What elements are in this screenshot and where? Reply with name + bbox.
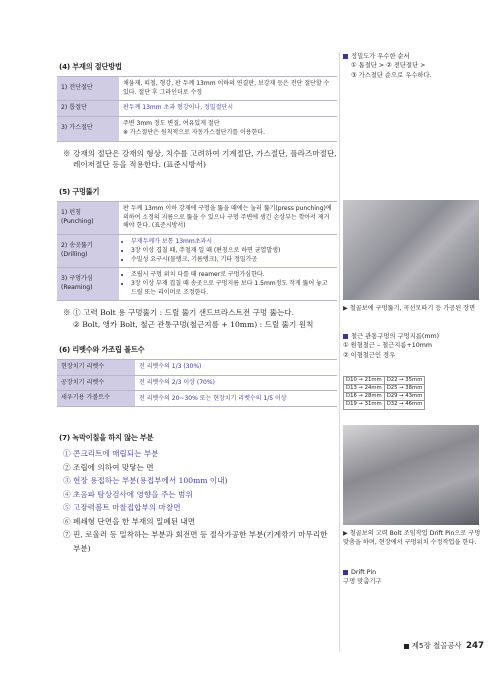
bolt-hole-line-2: ② 이형철근인 경우 <box>343 351 396 359</box>
cut-key-3: 3) 가스절단 <box>57 117 119 141</box>
rebar-cell: D16 → 28mm <box>344 393 385 401</box>
drill-bullet-3: • 수밀성 요구시(물탱크, 기름탱크), 기타 정밀가공 <box>131 256 333 265</box>
footer-chapter: 제5장 철골공사 <box>411 641 462 650</box>
precision-line-1: ① 톱절단 > ② 전단절단 > <box>351 62 426 70</box>
drift-pin-desc: 구멍 맞춤기구 <box>343 578 382 586</box>
no-paint-item-3: ③ 현장 용접하는 부분(용접부에서 100mm 이내) <box>63 476 228 486</box>
bolt-hole-line-1: ① 원형철근 – 철근지름+10mm <box>343 342 433 350</box>
rivet-key-1: 현장치기 리벳수 <box>57 359 135 375</box>
holes-table <box>57 201 337 301</box>
drill-bullet-2: • 3장 이상 겹칠 때, 주철재 일 때 (편칭으로 하면 균열발생) <box>131 247 333 256</box>
section-4-title: (4) 부재의 절단방법 <box>59 62 122 71</box>
cut-val-3-note: ※ 가스절단은 원칙적으로 자동가스절단기를 이용한다. <box>123 128 266 136</box>
cut-val-1: 채움재, 띠철, 형강, 판 두께 13mm 이하의 연결판, 보강재 등은 전단 절단할 수 있다. 절단 후 그라인더로 수정 <box>119 77 337 101</box>
ream-bullet-1: • 조립시 구멍 위치 다를 때 reamer로 구멍가심한다. <box>131 271 333 280</box>
rebar-cell: D19 → 31mm <box>344 401 385 409</box>
rebar-cell: D25 → 38mm <box>384 385 425 393</box>
no-paint-item-6: ⑥ 폐쇄형 단면을 한 부재의 밀폐된 내면 <box>63 516 196 526</box>
photo-2-caption: 철골보의 고력 Bolt 조임작업 Drift Pin으로 구멍 맞춤을 하며, 현장에서 구멍위치 수정작업을 한다. <box>343 530 481 546</box>
rivet-key-3: 세우기용 가볼트수 <box>57 391 135 407</box>
main-column <box>57 62 337 555</box>
rebar-cell: D22 → 35mm <box>384 377 425 385</box>
page-number: 247 <box>466 641 484 651</box>
cut-note: ※ 강재의 절단은 강재의 형상, 치수를 고려하여 기계절단, 가스절단, 플라즈마절단, 레이저절단 등을 적용한다. (표준시방서) <box>63 148 337 170</box>
section-6-title: (6) 리벳수와 가조립 볼트수 <box>59 344 145 354</box>
rivet-val-3: 전 리벳수의 20~30% 또는 현장치기 리벳수의 1/5 이상 <box>135 391 337 407</box>
triangle-icon: ▶ <box>343 305 348 312</box>
photo-1-caption: 철골보에 구멍뚫기, 곡선모따기 등 가공된 장면 <box>349 305 476 312</box>
bullet-square-icon <box>343 570 348 575</box>
rivet-key-2: 공장치기 리벳수 <box>57 375 135 391</box>
no-paint-list <box>63 447 337 555</box>
cut-key-2: 2) 톱절단 <box>57 101 119 117</box>
no-paint-item-5: ⑤ 고장력볼트 마찰접합부의 마찰면 <box>63 503 181 513</box>
hole-key-2: 2) 송곳뚫기 (Drilling) <box>57 235 119 268</box>
no-paint-item-1: ① 콘크리트에 매립되는 부분 <box>63 449 159 459</box>
triangle-icon: ▶ <box>343 530 348 537</box>
rebar-cell: D13 → 24mm <box>344 385 385 393</box>
no-paint-item-4: ④ 초음파 탐상검사에 영향을 주는 범위 <box>63 489 193 499</box>
bullet-square-icon <box>343 54 348 59</box>
hole-note-2: ② Bolt, 앵카 Bolt, 철근 관통구멍(철근지름 + 10mm) : 드릴 뚫기 원칙 <box>73 320 314 330</box>
cutting-table <box>57 76 337 142</box>
precision-title: 정밀도가 우수한 순서 <box>351 53 410 60</box>
hole-key-3: 3) 구멍가심 (Reaming) <box>57 268 119 301</box>
ream-bullet-2: • 3장 이상 부재 겹칠 때 송곳으로 구멍지름 보다 1.5mm정도 작게 뚫어 놓고 드릴 또는 리이머로 조정한다. <box>131 280 333 297</box>
rebar-cell: D10 → 21mm <box>344 377 385 385</box>
no-paint-item-7: ⑦ 핀, 로울러 등 밀착하는 부분과 회전면 등 절삭가공한 부분(기계깎기 마무리한 부분) <box>63 530 328 553</box>
cut-val-3: 주변 3mm 정도 변질, 여유있게 절단 <box>123 120 220 128</box>
rebar-hole-table <box>343 376 425 410</box>
rivet-table <box>57 359 337 407</box>
rivet-val-1: 전 리벳수의 1/3 (30%) <box>135 359 337 375</box>
photo-bolt-tightening <box>343 425 479 525</box>
drift-pin-title: Drift Pin <box>351 569 377 576</box>
photo-beam-holes <box>343 200 479 300</box>
hole-key-1: 1) 펀칭 (Punching) <box>57 202 119 235</box>
precision-line-2: ③ 가스절단 순으로 우수하다. <box>351 71 432 79</box>
bolt-hole-title: 철근 관통구멍의 구멍지름(mm) <box>351 333 440 340</box>
rebar-cell: D29 → 43mm <box>384 393 425 401</box>
drill-bullet-1: • 부재두께가 보통 13mm초과시 <box>131 238 333 247</box>
bullet-square-icon <box>343 334 348 339</box>
cut-val-2: 판두께 13mm 초과 형강이나, 정밀절단시 <box>119 101 337 117</box>
cut-key-1: 1) 전단절단 <box>57 77 119 101</box>
hole-val-1: 판 두께 13mm 이하 강재에 구멍을 뚫을 때에는 눌러 뚫기(press punching)에 의하여 소정의 지름으로 뚫을 수 있으나 구멍 주변에 생긴 손상부는 깎아서 제거해야 한다. (표준시방서) <box>119 202 337 235</box>
footer-square-icon <box>404 644 409 649</box>
section-7-title: (7) 녹막이칠을 하지 않는 부분 <box>59 433 154 443</box>
page-footer <box>404 640 484 651</box>
section-5-title: (5) 구멍뚫기 <box>59 187 100 197</box>
rebar-cell: D32 → 46mm <box>384 401 425 409</box>
hole-note-1: ※ ① 고력 Bolt 용 구멍뚫기 : 드릴 뚫기 샌드브라스트전 구멍 뚫는다. <box>63 308 295 318</box>
rivet-val-2: 전 리벳수의 2/3 이상 (70%) <box>135 375 337 391</box>
no-paint-item-2: ② 조립에 의하여 맞닿는 면 <box>63 462 154 472</box>
column-divider <box>339 52 340 652</box>
